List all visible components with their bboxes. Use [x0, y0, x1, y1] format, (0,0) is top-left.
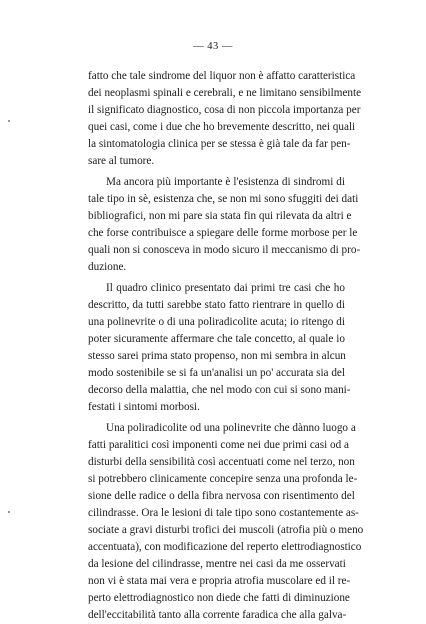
text-line: che forse contribuisce a spiegare delle forme morbose per le — [88, 227, 358, 239]
text-line: Ma ancora più importante è l'esistenza di sindromi di — [106, 176, 345, 188]
text-line: quali non si conosceva in modo sicuro il meccanismo di pro- — [88, 244, 361, 256]
text-line: una polinevrite o di una poliradicolite acuta; io ritengo di — [88, 316, 345, 328]
text-line: sare al tumore. — [88, 155, 155, 167]
text-line: poter sicuramente affermare che tale concetto, al quale io — [88, 333, 345, 345]
text-line: decorso della malattia, che nel modo con cui si sono mani- — [88, 384, 351, 396]
text-line: modo sostenibile se si fa un'analisi un po' accurata sia del — [88, 367, 345, 379]
text-line: tale tipo in sè, esistenza che, se non mi sono sfuggiti dei dati — [88, 193, 359, 205]
page-number: — 43 — — [193, 41, 233, 52]
text-line: dei neoplasmi spinali e cerebrali, e ne limitano sensibilmente — [88, 87, 362, 99]
text-line: accentuata), con modificazione del reperto elettrodiagnostico — [88, 541, 362, 553]
text-line: Una poliradicolite od una polinevrite che dànno luogo a — [106, 422, 356, 434]
text-line: disturbi della sensibilità così accentuati come nel terzo, non — [88, 456, 355, 468]
text-line: la sintomatologia clinica per se stessa è già tale da far pen- — [88, 138, 351, 150]
margin-speck — [8, 120, 10, 122]
text-line: da lesione del cilindrasse, mentre nei casi da me osservati — [88, 558, 346, 570]
margin-speck — [8, 511, 10, 513]
text-line: fatti paralitici così imponenti come nei due primi casi od a — [88, 439, 349, 451]
text-line: il significato diagnostico, cosa di non piccola importanza per — [88, 104, 361, 116]
text-line: stesso sarei prima stato propenso, non mi sembra in alcun — [88, 350, 346, 362]
text-line: sione delle radice o della fibra nervosa con risentimento del — [88, 490, 355, 502]
text-line: bibliografici, non mi pare sia stata fin qui rilevata da altri e — [88, 210, 352, 222]
text-line: quei casi, come i due che ho brevemente descritto, nei quali — [88, 121, 356, 133]
text-line: perto elettrodiagnostico non diede che fatti di diminuzione — [88, 592, 350, 604]
paragraph — [88, 280, 351, 416]
paragraph — [88, 174, 361, 276]
text-line: si potrebbero clinicamente concepire senza una profonda le- — [88, 473, 358, 485]
text-line: sociate a gravi disturbi trofici dei muscoli (atrofia più o meno — [88, 524, 364, 536]
text-line: festati i sintomi morbosi. — [88, 401, 200, 413]
text-line: Il quadro clinico presentato dai primi tre casi che ho — [106, 282, 345, 294]
text-line: duzione. — [88, 261, 127, 273]
text-line: dell'eccitabilità tanto alla corrente faradica che alla galva- — [88, 609, 347, 621]
text-line: cilindrasse. Ora le lesioni di tale tipo sono costantemente as- — [88, 507, 359, 519]
paragraph — [88, 420, 364, 624]
text-line: fatto che tale sindrome del liquor non è affatto caratteristica — [88, 70, 356, 82]
text-line: non vi è stata mai vera e propria atrofia muscolare ed il re- — [88, 575, 351, 587]
body-text — [88, 68, 364, 624]
paragraph — [88, 68, 362, 170]
text-line: descritto, da tutti sarebbe stato fatto rientrare in quello di — [88, 299, 345, 311]
